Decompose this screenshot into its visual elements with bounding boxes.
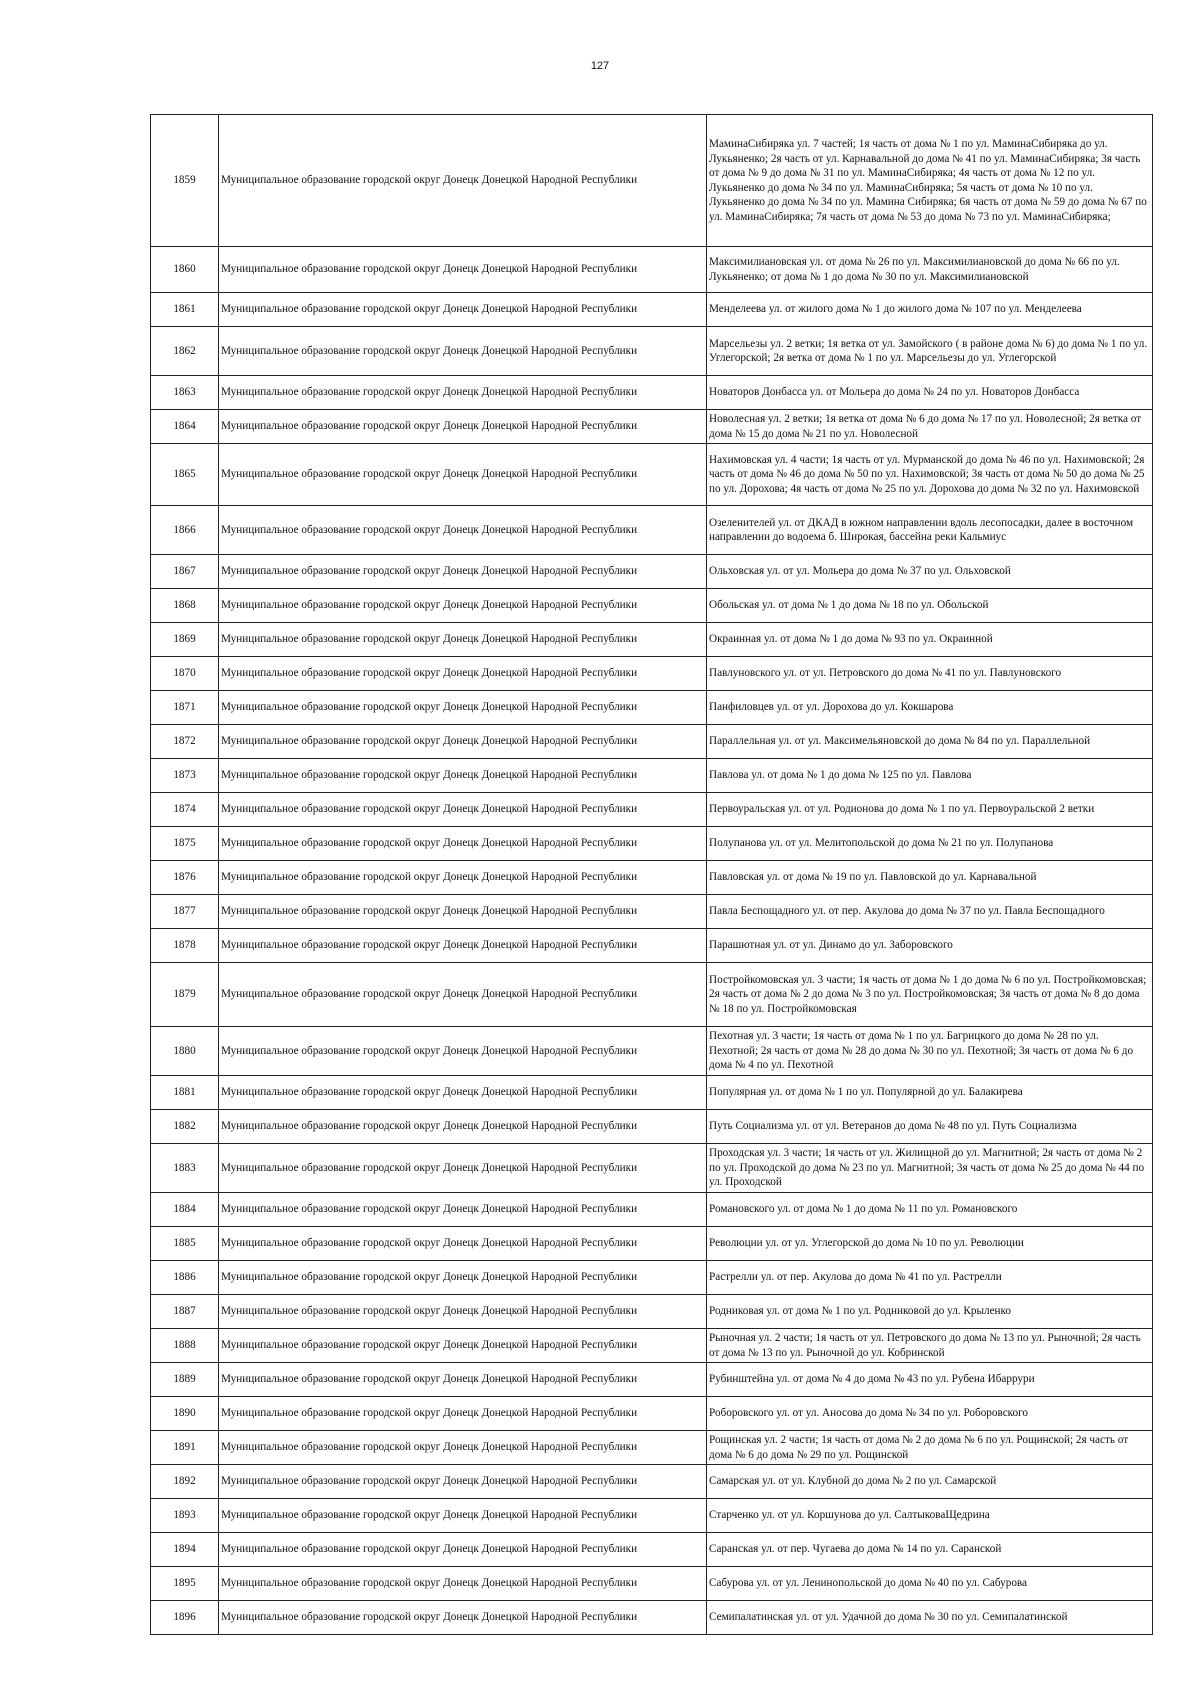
municipality-name: Муниципальное образование городской округ Донецк Донецкой Народной Республики xyxy=(219,410,707,444)
row-number: 1874 xyxy=(151,793,219,827)
row-number: 1893 xyxy=(151,1499,219,1533)
row-number: 1864 xyxy=(151,410,219,444)
table-row xyxy=(151,293,1153,327)
row-number: 1887 xyxy=(151,1295,219,1329)
municipality-name: Муниципальное образование городской округ Донецк Донецкой Народной Республики xyxy=(219,1567,707,1601)
street-description: Марсельезы ул. 2 ветки; 1я ветка от ул. Замойского ( в районе дома № 6) до дома № 1 по ул. Углегорской; 2я ветка от дома № 1 по ул. Марсельезы до ул. Углегорской xyxy=(707,327,1153,376)
row-number: 1869 xyxy=(151,623,219,657)
table-row xyxy=(151,1261,1153,1295)
row-number: 1865 xyxy=(151,444,219,506)
row-number: 1882 xyxy=(151,1110,219,1144)
row-number: 1860 xyxy=(151,247,219,293)
table-row xyxy=(151,376,1153,410)
table-row xyxy=(151,1397,1153,1431)
municipality-name: Муниципальное образование городской округ Донецк Донецкой Народной Республики xyxy=(219,1193,707,1227)
municipality-name: Муниципальное образование городской округ Донецк Донецкой Народной Республики xyxy=(219,1499,707,1533)
municipality-name: Муниципальное образование городской округ Донецк Донецкой Народной Республики xyxy=(219,506,707,555)
row-number: 1859 xyxy=(151,115,219,247)
table-row xyxy=(151,589,1153,623)
municipality-name: Муниципальное образование городской округ Донецк Донецкой Народной Республики xyxy=(219,1261,707,1295)
table-row xyxy=(151,1601,1153,1635)
street-description: Парашютная ул. от ул. Динамо до ул. Заборовского xyxy=(707,929,1153,963)
table-row xyxy=(151,793,1153,827)
row-number: 1883 xyxy=(151,1144,219,1193)
table-row xyxy=(151,327,1153,376)
row-number: 1863 xyxy=(151,376,219,410)
table-row xyxy=(151,1227,1153,1261)
municipality-name: Муниципальное образование городской округ Донецк Донецкой Народной Республики xyxy=(219,327,707,376)
municipality-name: Муниципальное образование городской округ Донецк Донецкой Народной Республики xyxy=(219,1397,707,1431)
table-row xyxy=(151,115,1153,247)
table-row xyxy=(151,1110,1153,1144)
street-description: Нахимовская ул. 4 части; 1я часть от ул. Мурманской до дома № 46 по ул. Нахимовской; 2я часть от дома № 46 до дома № 50 по ул. Нахимовской; 3я часть от дома № 50 до дома № 25 по ул. Дорохова; 4я часть от дома № 25 по ул. Дорохова до дома № 32 по ул. Нахимовской xyxy=(707,444,1153,506)
municipality-name: Муниципальное образование городской округ Донецк Донецкой Народной Республики xyxy=(219,444,707,506)
row-number: 1892 xyxy=(151,1465,219,1499)
street-description: Растрелли ул. от пер. Акулова до дома № 41 по ул. Растрелли xyxy=(707,1261,1153,1295)
registry-table xyxy=(150,114,1153,1635)
municipality-name: Муниципальное образование городской округ Донецк Донецкой Народной Республики xyxy=(219,1295,707,1329)
street-description: Романовского ул. от дома № 1 до дома № 11 по ул. Романовского xyxy=(707,1193,1153,1227)
street-description: Максимилиановская ул. от дома № 26 по ул. Максимилиановской до дома № 66 по ул. Лукьяненко; от дома № 1 до дома № 30 по ул. Максимилиановской xyxy=(707,247,1153,293)
municipality-name: Муниципальное образование городской округ Донецк Донецкой Народной Республики xyxy=(219,861,707,895)
street-description: Павла Беспощадного ул. от пер. Акулова до дома № 37 по ул. Павла Беспощадного xyxy=(707,895,1153,929)
municipality-name: Муниципальное образование городской округ Донецк Донецкой Народной Республики xyxy=(219,895,707,929)
municipality-name: Муниципальное образование городской округ Донецк Донецкой Народной Республики xyxy=(219,827,707,861)
street-description: Новаторов Донбасса ул. от Мольера до дома № 24 по ул. Новаторов Донбасса xyxy=(707,376,1153,410)
municipality-name: Муниципальное образование городской округ Донецк Донецкой Народной Республики xyxy=(219,589,707,623)
row-number: 1875 xyxy=(151,827,219,861)
street-description: Павлуновского ул. от ул. Петровского до дома № 41 по ул. Павлуновского xyxy=(707,657,1153,691)
table-row xyxy=(151,963,1153,1027)
street-description: Павловская ул. от дома № 19 по ул. Павловской до ул. Карнавальной xyxy=(707,861,1153,895)
table-row xyxy=(151,1363,1153,1397)
row-number: 1889 xyxy=(151,1363,219,1397)
street-description: Саранская ул. от пер. Чугаева до дома № 14 по ул. Саранской xyxy=(707,1533,1153,1567)
table-row xyxy=(151,1465,1153,1499)
row-number: 1884 xyxy=(151,1193,219,1227)
municipality-name: Муниципальное образование городской округ Донецк Донецкой Народной Республики xyxy=(219,1227,707,1261)
table-row xyxy=(151,861,1153,895)
table-row xyxy=(151,759,1153,793)
street-description: Революции ул. от ул. Углегорской до дома № 10 по ул. Революции xyxy=(707,1227,1153,1261)
row-number: 1862 xyxy=(151,327,219,376)
street-description: Панфиловцев ул. от ул. Дорохова до ул. Кокшарова xyxy=(707,691,1153,725)
table-row xyxy=(151,247,1153,293)
row-number: 1881 xyxy=(151,1076,219,1110)
row-number: 1871 xyxy=(151,691,219,725)
street-description: Параллельная ул. от ул. Максимельяновской до дома № 84 по ул. Параллельной xyxy=(707,725,1153,759)
row-number: 1866 xyxy=(151,506,219,555)
street-description: Постройкомовская ул. 3 части; 1я часть от дома № 1 до дома № 6 по ул. Постройкомовская; 2я часть от дома № 2 до дома № 3 по ул. Постройкомовская; 3я часть от дома № 8 до дома № 18 по ул. Постройкомовская xyxy=(707,963,1153,1027)
municipality-name: Муниципальное образование городской округ Донецк Донецкой Народной Республики xyxy=(219,1144,707,1193)
table-row xyxy=(151,929,1153,963)
street-description: Старченко ул. от ул. Коршунова до ул. СалтыковаЩедрина xyxy=(707,1499,1153,1533)
table-row xyxy=(151,444,1153,506)
table-row xyxy=(151,725,1153,759)
municipality-name: Муниципальное образование городской округ Донецк Донецкой Народной Республики xyxy=(219,623,707,657)
table-row xyxy=(151,1027,1153,1076)
table-row xyxy=(151,623,1153,657)
municipality-name: Муниципальное образование городской округ Донецк Донецкой Народной Республики xyxy=(219,1110,707,1144)
municipality-name: Муниципальное образование городской округ Донецк Донецкой Народной Республики xyxy=(219,1363,707,1397)
row-number: 1870 xyxy=(151,657,219,691)
row-number: 1895 xyxy=(151,1567,219,1601)
street-description: Окраинная ул. от дома № 1 до дома № 93 по ул. Окраинной xyxy=(707,623,1153,657)
table-row xyxy=(151,827,1153,861)
street-description: Павлова ул. от дома № 1 до дома № 125 по ул. Павлова xyxy=(707,759,1153,793)
street-description: Рубинштейна ул. от дома № 4 до дома № 43 по ул. Рубена Ибаррури xyxy=(707,1363,1153,1397)
municipality-name: Муниципальное образование городской округ Донецк Донецкой Народной Республики xyxy=(219,1533,707,1567)
page-number: 127 xyxy=(590,60,610,72)
row-number: 1886 xyxy=(151,1261,219,1295)
table-row xyxy=(151,895,1153,929)
table-row xyxy=(151,1144,1153,1193)
table-row xyxy=(151,555,1153,589)
table-row xyxy=(151,657,1153,691)
row-number: 1885 xyxy=(151,1227,219,1261)
municipality-name: Муниципальное образование городской округ Донецк Донецкой Народной Республики xyxy=(219,1027,707,1076)
row-number: 1861 xyxy=(151,293,219,327)
row-number: 1878 xyxy=(151,929,219,963)
table-row xyxy=(151,1431,1153,1465)
municipality-name: Муниципальное образование городской округ Донецк Донецкой Народной Республики xyxy=(219,1076,707,1110)
street-description: Семипалатинская ул. от ул. Удачной до дома № 30 по ул. Семипалатинской xyxy=(707,1601,1153,1635)
municipality-name: Муниципальное образование городской округ Донецк Донецкой Народной Республики xyxy=(219,793,707,827)
row-number: 1872 xyxy=(151,725,219,759)
municipality-name: Муниципальное образование городской округ Донецк Донецкой Народной Республики xyxy=(219,963,707,1027)
municipality-name: Муниципальное образование городской округ Донецк Донецкой Народной Республики xyxy=(219,1329,707,1363)
table-row xyxy=(151,506,1153,555)
table-row xyxy=(151,691,1153,725)
street-description: Родниковая ул. от дома № 1 по ул. Родниковой до ул. Крыленко xyxy=(707,1295,1153,1329)
table-row xyxy=(151,1533,1153,1567)
street-description: Популярная ул. от дома № 1 по ул. Популярной до ул. Балакирева xyxy=(707,1076,1153,1110)
street-description: Обольская ул. от дома № 1 до дома № 18 по ул. Обольской xyxy=(707,589,1153,623)
table-row xyxy=(151,410,1153,444)
municipality-name: Муниципальное образование городской округ Донецк Донецкой Народной Республики xyxy=(219,1431,707,1465)
municipality-name: Муниципальное образование городской округ Донецк Донецкой Народной Республики xyxy=(219,293,707,327)
table-row xyxy=(151,1076,1153,1110)
street-description: Полупанова ул. от ул. Мелитопольской до дома № 21 по ул. Полупанова xyxy=(707,827,1153,861)
street-description: Менделеева ул. от жилого дома № 1 до жилого дома № 107 по ул. Менделеева xyxy=(707,293,1153,327)
municipality-name: Муниципальное образование городской округ Донецк Донецкой Народной Республики xyxy=(219,1465,707,1499)
street-description: Сабурова ул. от ул. Ленинопольской до дома № 40 по ул. Сабурова xyxy=(707,1567,1153,1601)
municipality-name: Муниципальное образование городской округ Донецк Донецкой Народной Республики xyxy=(219,929,707,963)
registry-body xyxy=(151,115,1153,1635)
street-description: Проходская ул. 3 части; 1я часть от ул. Жилищной до ул. Магнитной; 2я часть от дома № 2 по ул. Проходской до дома № 23 по ул. Магнитной; 3я часть от дома № 25 до дома № 44 по ул. Проходской xyxy=(707,1144,1153,1193)
street-description: МаминаСибиряка ул. 7 частей; 1я часть от дома № 1 по ул. МаминаСибиряка до ул. Лукьяненко; 2я часть от ул. Карнавальной до дома № 41 по ул. МаминаСибиряка; 3я часть от дома № 9 до дома № 31 по ул. МаминаСибиряка; 4я часть от дома № 12 по ул. Лукьяненко до дома № 34 по ул. МаминаСибиряка; 5я часть от дома № 10 по ул. Лукьяненко до дома № 34 по ул. Мамина Сибиряка; 6я часть от дома № 59 до дома № 67 по ул. МаминаСибиряка; 7я часть от дома № 53 до дома № 73 по ул. МаминаСибиряка; xyxy=(707,115,1153,247)
row-number: 1876 xyxy=(151,861,219,895)
municipality-name: Муниципальное образование городской округ Донецк Донецкой Народной Республики xyxy=(219,657,707,691)
street-description: Первоуральская ул. от ул. Родионова до дома № 1 по ул. Первоуральской 2 ветки xyxy=(707,793,1153,827)
municipality-name: Муниципальное образование городской округ Донецк Донецкой Народной Республики xyxy=(219,115,707,247)
municipality-name: Муниципальное образование городской округ Донецк Донецкой Народной Республики xyxy=(219,555,707,589)
municipality-name: Муниципальное образование городской округ Донецк Донецкой Народной Республики xyxy=(219,725,707,759)
table-row xyxy=(151,1567,1153,1601)
street-description: Ольховская ул. от ул. Мольера до дома № 37 по ул. Ольховской xyxy=(707,555,1153,589)
table-row xyxy=(151,1193,1153,1227)
row-number: 1879 xyxy=(151,963,219,1027)
table-row xyxy=(151,1499,1153,1533)
municipality-name: Муниципальное образование городской округ Донецк Донецкой Народной Республики xyxy=(219,376,707,410)
street-description: Путь Социализма ул. от ул. Ветеранов до дома № 48 по ул. Путь Социализма xyxy=(707,1110,1153,1144)
table-row xyxy=(151,1329,1153,1363)
municipality-name: Муниципальное образование городской округ Донецк Донецкой Народной Республики xyxy=(219,759,707,793)
municipality-name: Муниципальное образование городской округ Донецк Донецкой Народной Республики xyxy=(219,247,707,293)
row-number: 1868 xyxy=(151,589,219,623)
row-number: 1890 xyxy=(151,1397,219,1431)
row-number: 1873 xyxy=(151,759,219,793)
municipality-name: Муниципальное образование городской округ Донецк Донецкой Народной Республики xyxy=(219,691,707,725)
row-number: 1894 xyxy=(151,1533,219,1567)
street-description: Пехотная ул. 3 части; 1я часть от дома № 1 по ул. Багрицкого до дома № 28 по ул. Пехотной; 2я часть от дома № 28 до дома № 30 по ул. Пехотной; 3я часть от дома № 6 до дома № 4 по ул. Пехотной xyxy=(707,1027,1153,1076)
row-number: 1867 xyxy=(151,555,219,589)
street-description: Рощинская ул. 2 части; 1я часть от дома № 2 до дома № 6 по ул. Рощинской; 2я часть от дома № 6 до дома № 29 по ул. Рощинской xyxy=(707,1431,1153,1465)
street-description: Самарская ул. от ул. Клубной до дома № 2 по ул. Самарской xyxy=(707,1465,1153,1499)
row-number: 1891 xyxy=(151,1431,219,1465)
row-number: 1896 xyxy=(151,1601,219,1635)
street-description: Роборовского ул. от ул. Аносова до дома № 34 по ул. Роборовского xyxy=(707,1397,1153,1431)
table-row xyxy=(151,1295,1153,1329)
municipality-name: Муниципальное образование городской округ Донецк Донецкой Народной Республики xyxy=(219,1601,707,1635)
street-description: Озеленителей ул. от ДКАД в южном направлении вдоль лесопосадки, далее в восточном направлении до водоема б. Широкая, бассейна реки Кальмиус xyxy=(707,506,1153,555)
row-number: 1880 xyxy=(151,1027,219,1076)
row-number: 1877 xyxy=(151,895,219,929)
street-description: Новолесная ул. 2 ветки; 1я ветка от дома № 6 до дома № 17 по ул. Новолесной; 2я ветка от дома № 15 до дома № 21 по ул. Новолесной xyxy=(707,410,1153,444)
row-number: 1888 xyxy=(151,1329,219,1363)
street-description: Рыночная ул. 2 части; 1я часть от ул. Петровского до дома № 13 по ул. Рыночной; 2я часть от дома № 13 по ул. Рыночной до ул. Кобринской xyxy=(707,1329,1153,1363)
